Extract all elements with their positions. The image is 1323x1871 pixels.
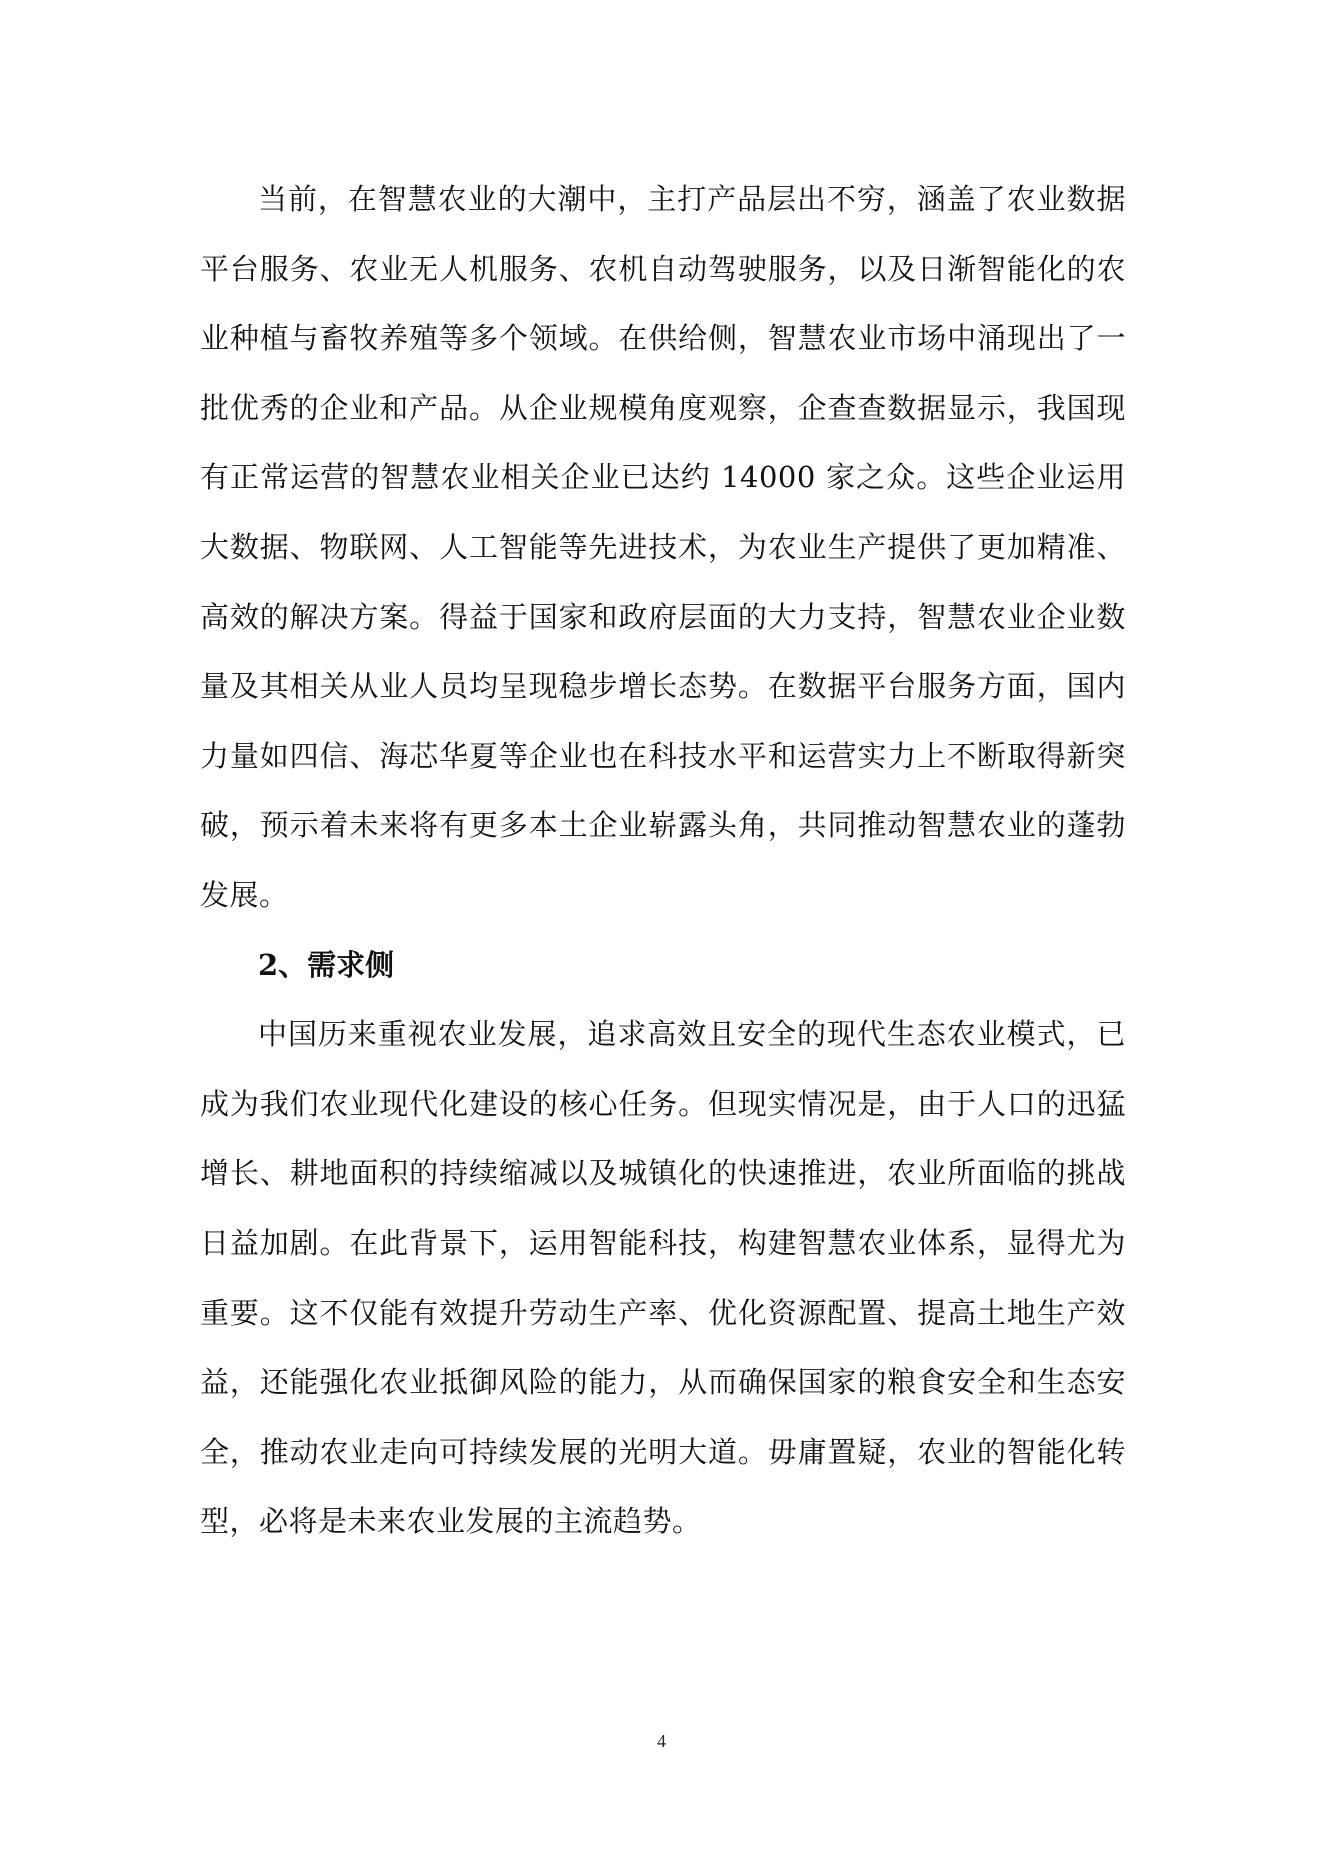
page-number: 4 bbox=[657, 1731, 666, 1751]
page-body bbox=[200, 165, 1126, 1557]
demand-side-paragraph: 中国历来重视农业发展，追求高效且安全的现代生态农业模式，已成为我们农业现代化建设的核心任务。但现实情况是，由于人口的迅猛增长、耕地面积的持续缩减以及城镇化的快速推进，农业所面临的挑战日益加剧。在此背景下，运用智能科技，构建智慧农业体系，显得尤为重要。这不仅能有效提升劳动生产率、优化资源配置、提高土地生产效益，还能强化农业抵御风险的能力，从而确保国家的粮食安全和生态安全，推动农业走向可持续发展的光明大道。毋庸置疑，农业的智能化转型，必将是未来农业发展的主流趋势。 bbox=[200, 1017, 1126, 1539]
demand-side-heading: 2、需求侧 bbox=[258, 947, 395, 982]
supply-side-paragraph: 当前，在智慧农业的大潮中，主打产品层出不穷，涵盖了农业数据平台服务、农业无人机服务、农机自动驾驶服务，以及日渐智能化的农业种植与畜牧养殖等多个领域。在供给侧，智慧农业市场中涌现出了一批优秀的企业和产品。从企业规模角度观察，企查查数据显示，我国现有正常运营的智慧农业相关企业已达约 14000 家之众。这些企业运用大数据、物联网、人工智能等先进技术，为农业生产提供了更加精准、高效的解决方案。得益于国家和政府层面的大力支持，智慧农业企业数量及其相关从业人员均呈现稳步增长态势。在数据平台服务方面，国内力量如四信、海芯华夏等企业也在科技水平和运营实力上不断取得新突破，预示着未来将有更多本土企业崭露头角，共同推动智慧农业的蓬勃发展。 bbox=[200, 182, 1126, 912]
